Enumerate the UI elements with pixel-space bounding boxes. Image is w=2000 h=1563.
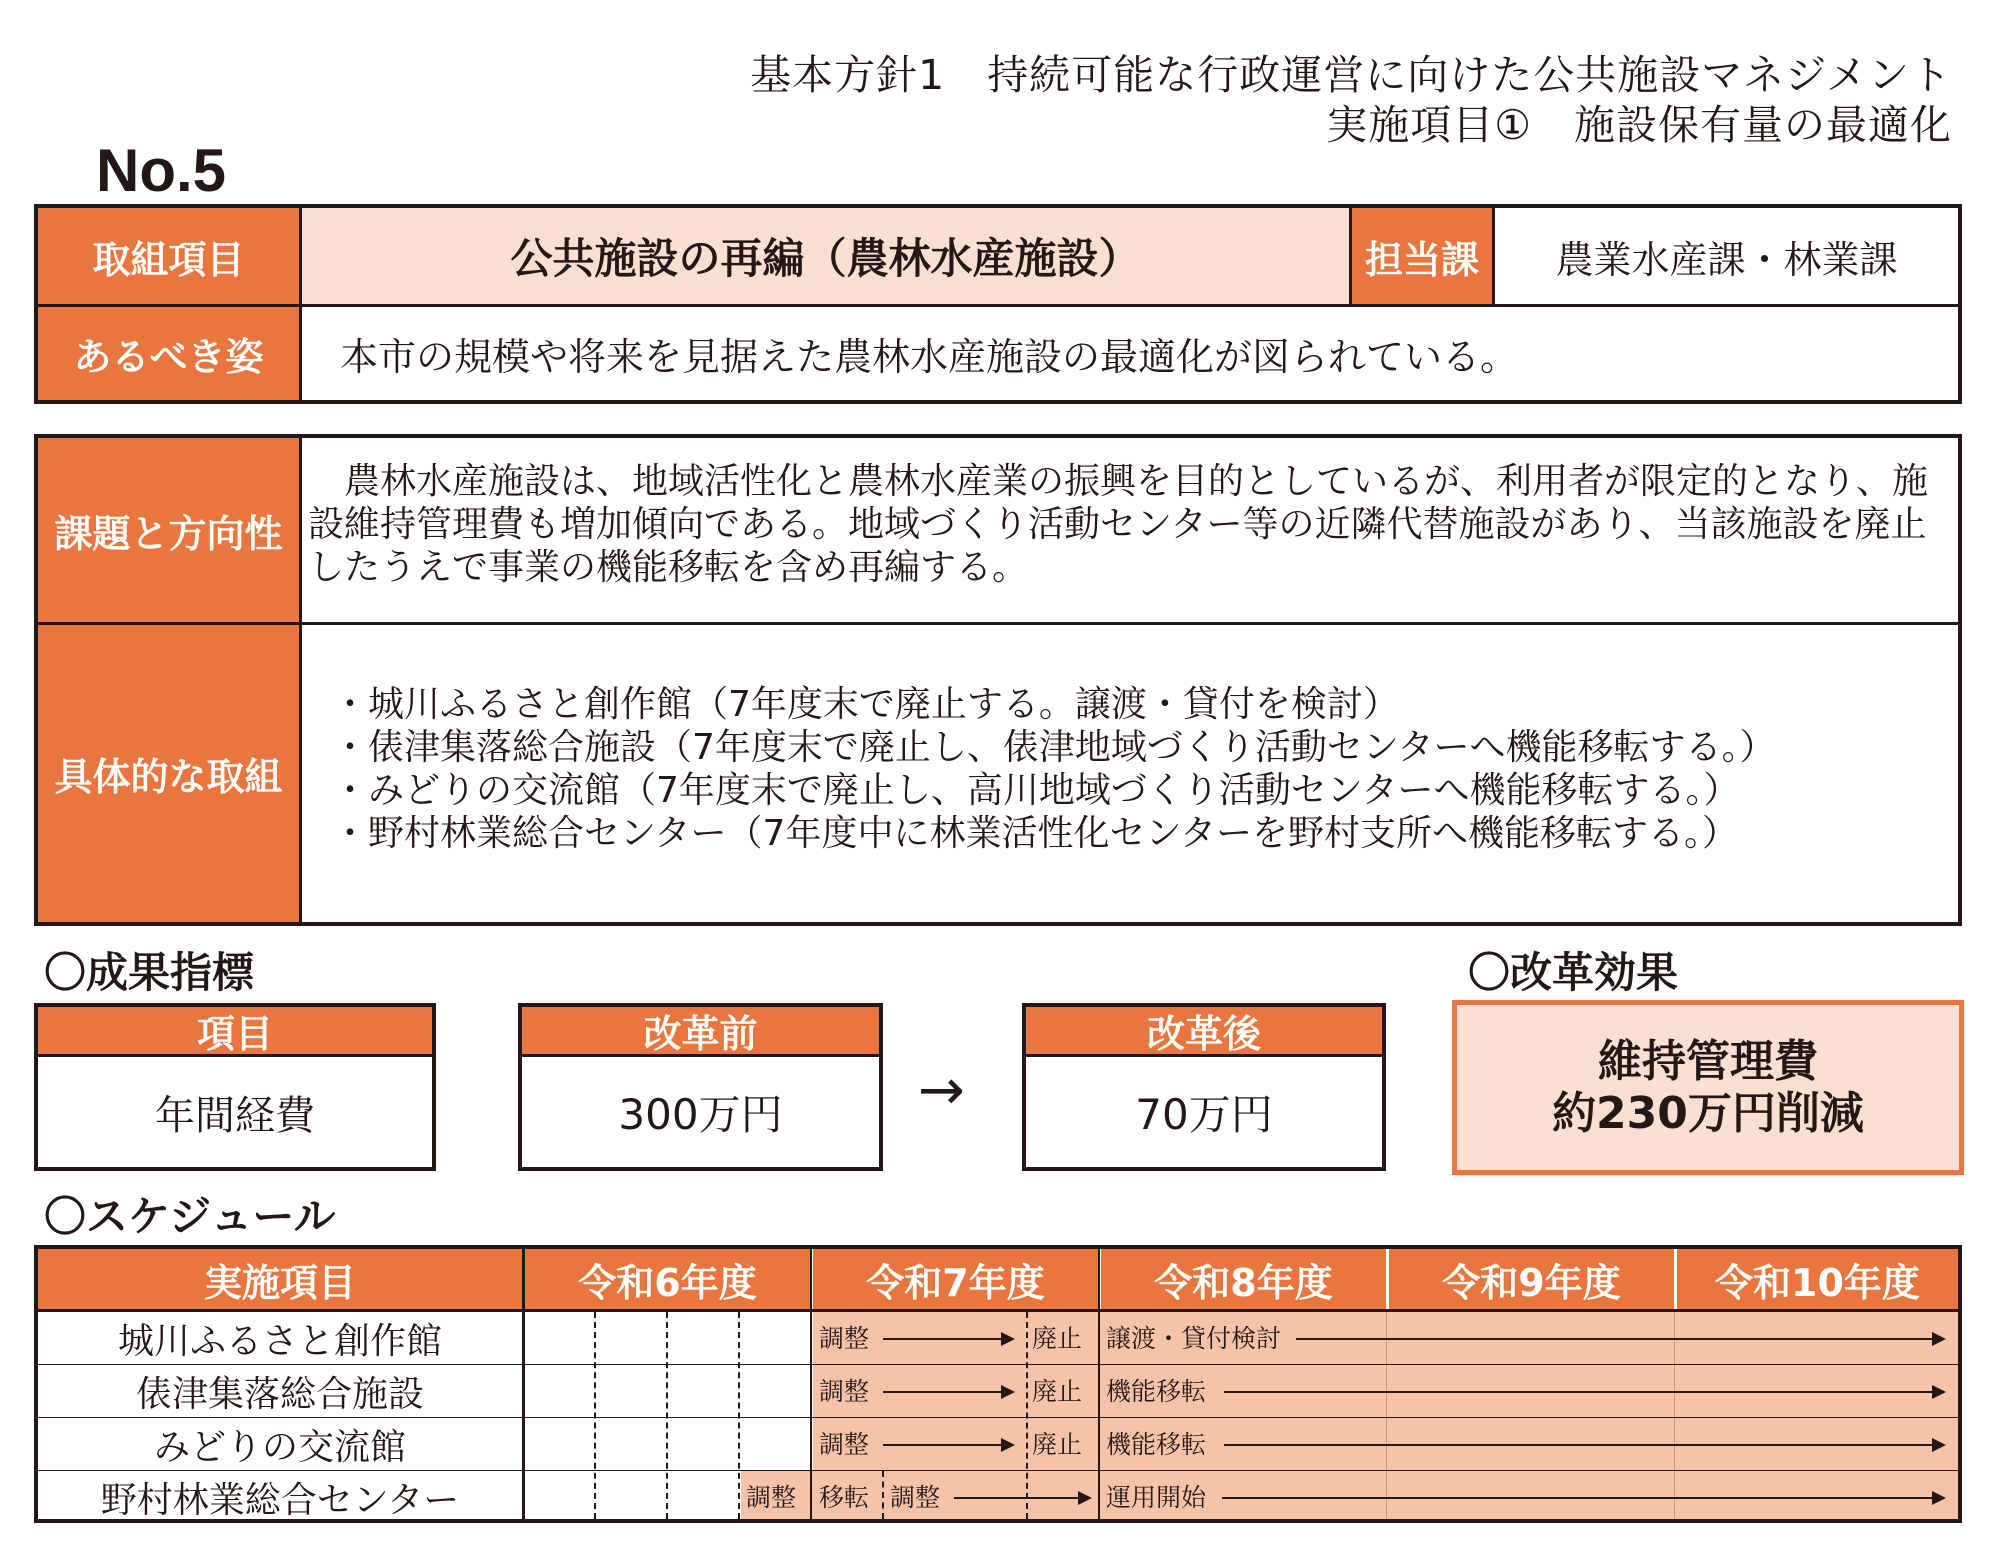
kpi-item-value: 年間経費 [155,1092,315,1139]
schedule-head-r7: 令和7年度 [813,1249,1098,1309]
ideal-label: あるべき姿 [38,307,299,400]
schedule-head-r10: 令和10年度 [1677,1249,1958,1309]
schedule-step: 調整 [819,1377,870,1406]
schedule-head-r8: 令和8年度 [1101,1249,1386,1309]
kpi-after-value: 70万円 [1135,1090,1273,1139]
schedule-row-label: 城川ふるさと創作館 [117,1321,442,1362]
kpi-before-box [518,1003,883,1171]
actions-list [332,683,1952,855]
effect-title: 〇改革効果 [1468,948,1679,997]
effect-line2: 約230万円削減 [1552,1087,1864,1139]
schedule-row-label: 野村林業総合センター [100,1480,460,1521]
item-value: 公共施設の再編（農林水産施設） [302,208,1349,304]
document-number: No.5 [96,137,227,204]
action-item: ・みどりの交流館（7年度末で廃止し、高川地域づくり活動センターへ機能移転する。） [332,770,1740,811]
item-label: 取組項目 [38,208,299,304]
policy-title: 基本方針1 持続可能な行政運営に向けた公共施設マネジメント [750,51,1952,99]
kpi-item-head: 項目 [38,1007,432,1057]
schedule-step: 譲渡・貸付検討 [1106,1324,1282,1353]
effect-box [1452,1000,1964,1175]
kpi-title: 〇成果指標 [44,948,255,997]
kpi-before-value: 300万円 [618,1090,783,1139]
actions-label: 具体的な取組 [38,625,299,922]
kpi-after-box [1022,1003,1386,1171]
item-subtitle: 実施項目① 施設保有量の最適化 [1326,101,1952,149]
kpi-item-box [34,1003,436,1171]
schedule-step: 調整 [890,1483,941,1512]
schedule-step: 調整 [819,1324,870,1353]
overview-table [34,204,1962,404]
schedule-table [34,1245,1962,1523]
kpi-before-head: 改革前 [522,1007,879,1057]
action-item: ・野村林業総合センター（7年度中に林業活性化センターを野村支所へ機能移転する。） [332,813,1739,854]
schedule-step: 運用開始 [1106,1483,1207,1512]
schedule-step: 廃止 [1032,1324,1083,1353]
schedule-step: 廃止 [1032,1377,1083,1406]
schedule-head-r6: 令和6年度 [525,1249,810,1309]
dept-label: 担当課 [1352,208,1492,304]
ideal-value: 本市の規模や将来を見据えた農林水産施設の最適化が図られている。 [340,335,1519,379]
schedule-row-label: 俵津集落総合施設 [135,1374,424,1415]
kpi-after-head: 改革後 [1026,1007,1382,1057]
dept-value: 農業水産課・林業課 [1555,237,1898,282]
schedule-title: 〇スケジュール [44,1192,336,1241]
schedule-step: 調整 [746,1483,797,1512]
schedule-step: 廃止 [1032,1430,1083,1459]
schedule-step: 移転 [819,1483,870,1512]
schedule-row-label: みどりの交流館 [153,1427,406,1468]
schedule-head-item: 実施項目 [38,1249,522,1309]
schedule-step: 機能移転 [1106,1430,1207,1459]
issues-text: 農林水産施設は、地域活性化と農林水産業の振興を目的としているが、利用者が限定的となり、施設維持管理費も増加傾向である。地域づくり活動センター等の近隣代替施設があり、当該施設を廃止したうえで事業の機能移転を含め再編する。 [308,461,1929,588]
issues-label: 課題と方向性 [38,438,299,622]
action-item: ・城川ふるさと創作館（7年度末で廃止する。譲渡・貸付を検討） [332,684,1399,725]
schedule-step: 調整 [819,1430,870,1459]
schedule-step: 機能移転 [1106,1377,1207,1406]
effect-line1: 維持管理費 [1598,1035,1818,1087]
issues-actions-table [34,434,1962,926]
kpi-arrow: → [918,1058,965,1123]
schedule-head-r9: 令和9年度 [1389,1249,1674,1309]
action-item: ・俵津集落総合施設（7年度末で廃止し、俵津地域づくり活動センターへ機能移転する。） [332,727,1776,768]
